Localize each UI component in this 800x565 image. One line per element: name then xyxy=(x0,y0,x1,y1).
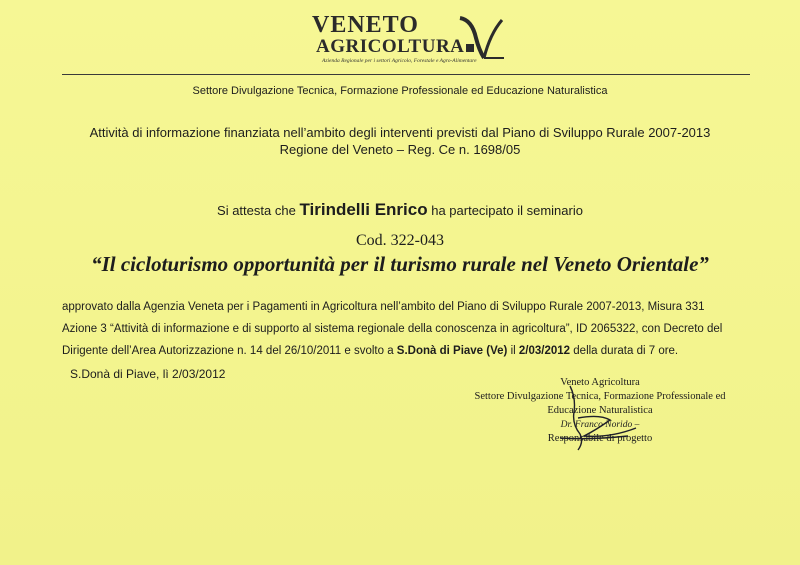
body-line2: Azione 3 “Attività di informazione e di supporto al sistema regionale della conoscenza in agricoltura”, ID 2065322, con Decreto del xyxy=(62,323,723,335)
handwritten-signature xyxy=(540,378,660,458)
signature-line1: Veneto Agricoltura xyxy=(560,377,640,388)
seminar-code: Cod. 322-043 xyxy=(356,232,444,249)
seminar-title: “Il cicloturismo opportunità per il turismo rurale nel Veneto Orientale” xyxy=(91,252,709,276)
body-line3 xyxy=(62,340,746,362)
attestation-prefix: Si attesta che xyxy=(217,203,296,218)
sector-heading: Settore Divulgazione Tecnica, Formazione Professionale ed Educazione Naturalistica xyxy=(192,85,608,97)
body-line1: approvato dalla Agenzia Veneta per i Pagamenti in Agricoltura nell’ambito del Piano di Sviluppo Rurale 2007-2013, Misura 331 xyxy=(62,301,705,313)
attestation-suffix: ha partecipato il seminario xyxy=(431,203,583,218)
header-divider xyxy=(62,74,750,75)
logo-line2: AGRICOLTURA xyxy=(316,36,465,57)
body-line3-c: della durata di 7 ore. xyxy=(573,345,679,357)
body-line3-a: Dirigente dell’Area Autorizzazione n. 14 del 26/10/2011 e svolto a xyxy=(62,345,394,357)
approval-paragraph xyxy=(62,296,746,362)
intro-line2: Regione del Veneto – Reg. Ce n. 1698/05 xyxy=(279,142,521,157)
logo-subtitle: Azienda Regionale per i settori Agricolo, Forestale e Agro-Alimentare xyxy=(322,58,477,64)
logo-mark-icon xyxy=(454,14,506,62)
body-line3-b: il xyxy=(510,345,516,357)
seminar-date: 2/03/2012 xyxy=(518,345,571,357)
signature-line4: Dr. Franco Norido – xyxy=(560,420,640,430)
logo-line1: VENETO xyxy=(312,12,419,38)
signature-line3: Educazione Naturalistica xyxy=(547,405,653,416)
signature-line5: Responsabile di progetto xyxy=(547,433,653,444)
place-and-date: S.Donà di Piave, lì 2/03/2012 xyxy=(70,367,226,381)
intro-block xyxy=(0,124,800,158)
intro-line1: Attività di informazione finanziata nell’ambito degli interventi previsti dal Piano di Sviluppo Rurale 2007-2013 xyxy=(89,125,711,140)
participant-name: Tirindelli Enrico xyxy=(299,200,428,219)
attestation-line xyxy=(0,200,800,220)
signature-line2: Settore Divulgazione Tecnica, Formazione Professionale ed xyxy=(474,391,726,402)
veneto-agricoltura-logo xyxy=(308,10,508,72)
seminar-place: S.Donà di Piave (Ve) xyxy=(396,345,508,357)
